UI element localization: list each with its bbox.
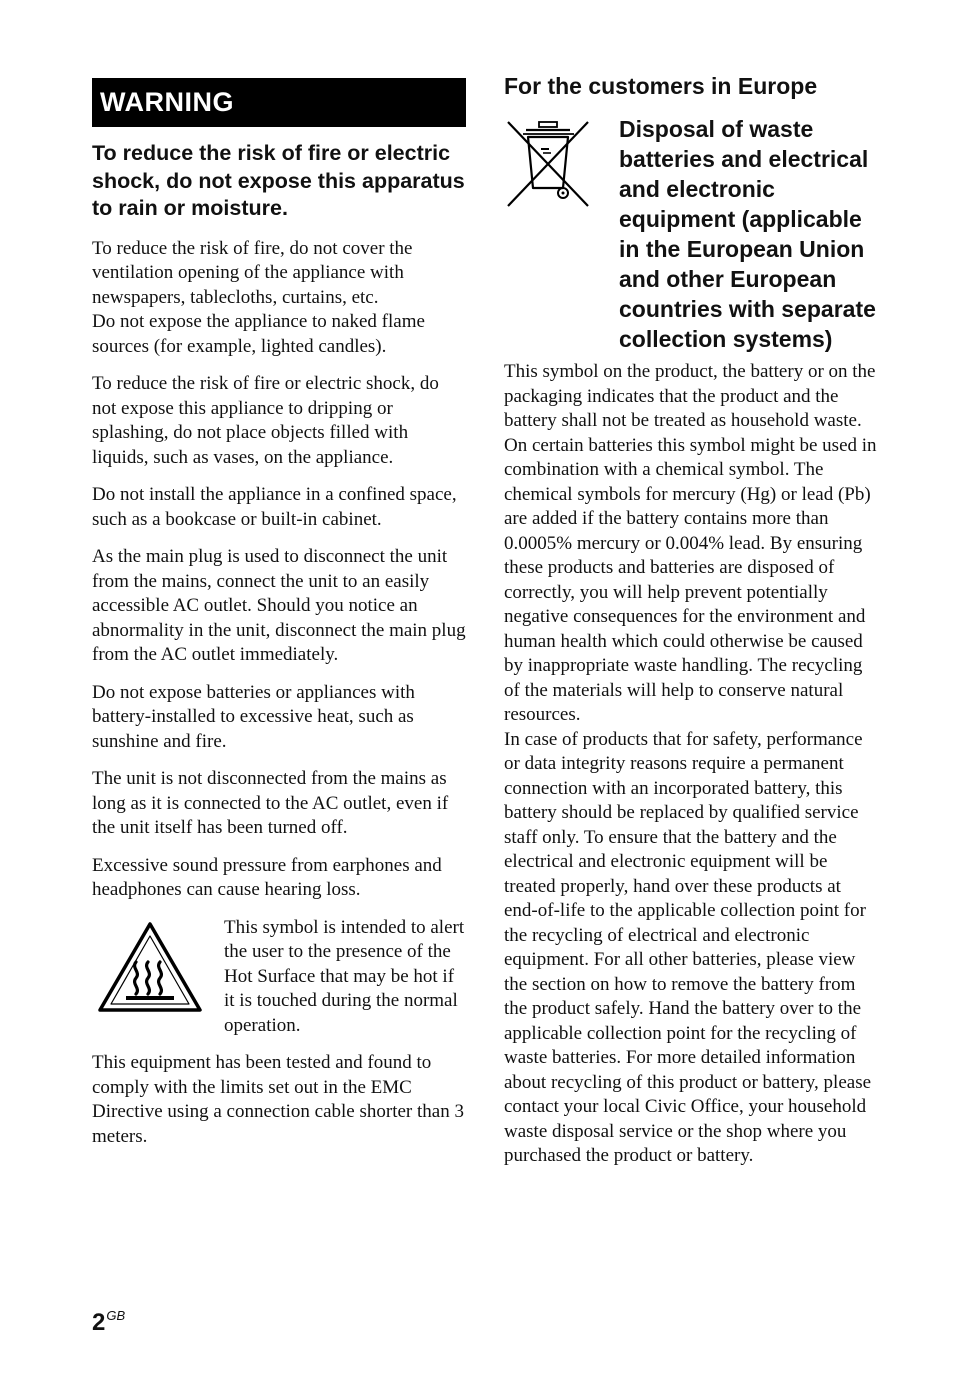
hot-surface-warning-icon — [96, 920, 204, 1016]
dripping-paragraph: To reduce the risk of fire or electric shock, do not expose this appliance to dripping or splashing, do not place objects filled with liquids, such as vases, on the appliance. — [92, 373, 439, 468]
hot-surface-notice — [92, 916, 466, 1039]
page-number-value: 2 — [92, 1309, 106, 1336]
disposal-block — [504, 114, 879, 354]
ventilation-sentence: To reduce the risk of fire, do not cover the ventilation opening of the appliance with newspapers, tablecloths, curtains, etc. — [92, 237, 413, 308]
confined-space-paragraph: Do not install the appliance in a confined space, such as a bookcase or built-in cabinet. — [92, 484, 457, 530]
emc-paragraph: This equipment has been tested and found to comply with the limits set out in the EMC Directive using a connection cable shorter than 3 meters. — [92, 1052, 464, 1147]
warning-banner: WARNING — [92, 78, 466, 127]
naked-flame-sentence: Do not expose the appliance to naked flame sources (for example, lighted candles). — [92, 311, 425, 357]
mains-paragraph: The unit is not disconnected from the mains as long as it is connected to the AC outlet, even if the unit itself has been turned off. — [92, 768, 449, 838]
page-number — [92, 1308, 125, 1337]
warning-column — [92, 78, 466, 1149]
crossed-out-wheelie-bin-icon — [504, 118, 594, 210]
europe-column — [504, 72, 879, 1169]
page-number-suffix: GB — [106, 1308, 126, 1323]
ventilation-paragraph — [92, 237, 466, 360]
hot-surface-text: This symbol is intended to alert the user to the presence of the Hot Surface that may be hot if it is touched during the normal operation. — [224, 916, 465, 1036]
battery-heat-paragraph: Do not expose batteries or appliances with battery-installed to excessive heat, such as sunshine and fire. — [92, 681, 415, 752]
hearing-loss-paragraph: Excessive sound pressure from earphones and headphones can cause hearing loss. — [92, 854, 442, 900]
disposal-paragraph-permanent-battery: In case of products that for safety, performance or data integrity reasons require a permanent connection with an incorporated battery, this battery should be replaced by qualified service staff only. To ensure that the battery and the electrical and electronic equipment will be treated properly, hand over these products at end-of-life to the applicable collection point for the recycling of electrical and electronic equipment. For all other batteries, please view the section on how to remove the battery from the product safely. Hand the battery over to the applicable collection point for the recycling of waste batteries. For more detailed information about recycling of this product or battery, please contact your local Civic Office, your household waste disposal service or the shop where you purchased the product or battery. — [504, 728, 872, 1166]
europe-heading: For the customers in Europe — [504, 73, 818, 99]
disposal-heading: Disposal of waste batteries and electrical and electronic equipment (applicable in the European Union and other European countries with separate collection systems) — [619, 116, 876, 352]
main-plug-paragraph: As the main plug is used to disconnect the unit from the mains, connect the unit to an easily accessible AC outlet. Should you notice an abnormality in the unit, disconnect the main plug from the AC outlet immediately. — [92, 546, 466, 665]
disposal-paragraph-symbol: This symbol on the product, the battery or on the packaging indicates that the product and the battery shall not be treated as household waste. On certain batteries this symbol might be used in combination with a chemical symbol. The chemical symbols for mercury (Hg) or lead (Pb) are added if the battery contains more than 0.0005% mercury or 0.004% lead. By ensuring these products and batteries are disposed of correctly, you will help prevent potentially negative consequences for the environment and human health which could otherwise be caused by inappropriate waste handling. The recycling of the materials will help to conserve natural resources. — [504, 361, 877, 725]
warning-lead-heading: To reduce the risk of fire or electric shock, do not expose this apparatus to rain or moisture. — [92, 141, 465, 220]
